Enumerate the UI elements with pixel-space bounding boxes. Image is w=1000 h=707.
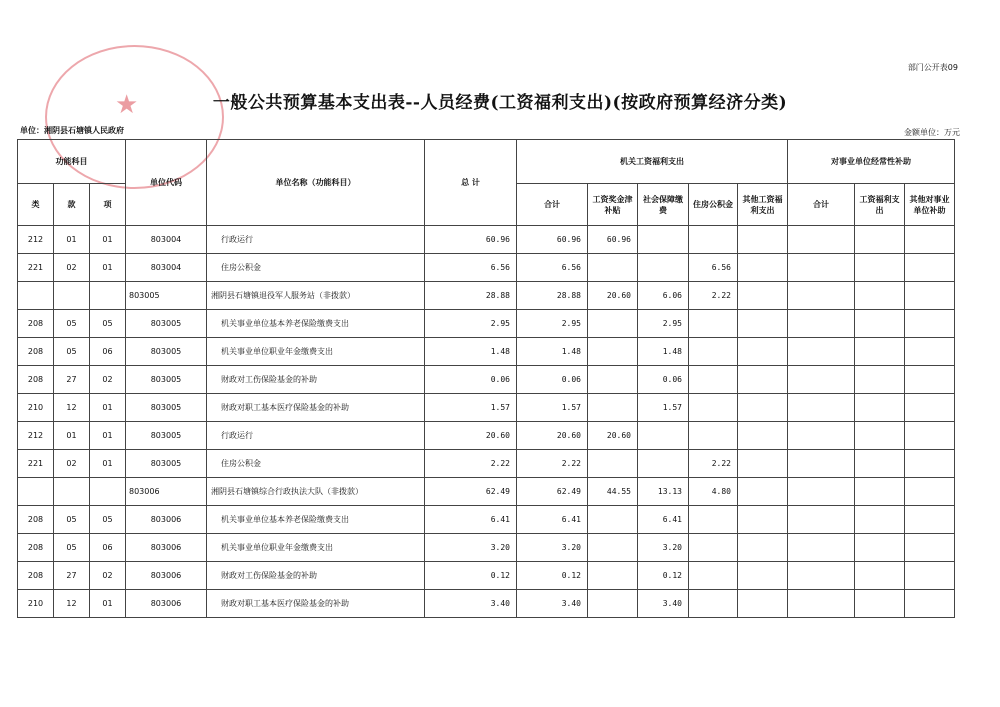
cell-org-housing	[689, 310, 738, 338]
cell-unit-name: 机关事业单位基本养老保险缴费支出	[207, 506, 425, 534]
cell-inst-wage	[855, 534, 905, 562]
header-inst-group: 对事业单位经常性补助	[788, 140, 955, 184]
cell-xiang	[90, 478, 126, 506]
cell-xiang: 02	[90, 562, 126, 590]
header-inst-wage: 工资福利支出	[855, 184, 905, 226]
cell-org-other	[738, 394, 788, 422]
cell-inst-other	[905, 366, 955, 394]
cell-unit-name: 住房公积金	[207, 254, 425, 282]
cell-org-wage: 44.55	[588, 478, 638, 506]
cell-inst-sum	[788, 338, 855, 366]
cell-org-social: 13.13	[638, 478, 689, 506]
cell-total: 3.20	[425, 534, 517, 562]
cell-inst-other	[905, 310, 955, 338]
table-row	[18, 282, 955, 310]
cell-kuan: 02	[54, 450, 90, 478]
cell-inst-other	[905, 394, 955, 422]
cell-unit-code: 803004	[126, 226, 207, 254]
cell-unit-name: 财政对工伤保险基金的补助	[207, 562, 425, 590]
cell-lei: 221	[18, 450, 54, 478]
header-org-other: 其他工资福利支出	[738, 184, 788, 226]
cell-inst-sum	[788, 394, 855, 422]
cell-inst-other	[905, 282, 955, 310]
cell-org-social: 1.57	[638, 394, 689, 422]
cell-org-social: 0.06	[638, 366, 689, 394]
cell-unit-code: 803006	[126, 534, 207, 562]
cell-lei: 221	[18, 254, 54, 282]
header-lei: 类	[18, 184, 54, 226]
cell-inst-sum	[788, 366, 855, 394]
cell-inst-other	[905, 590, 955, 618]
cell-org-wage	[588, 450, 638, 478]
cell-org-social	[638, 450, 689, 478]
cell-unit-code: 803005	[126, 422, 207, 450]
cell-org-other	[738, 450, 788, 478]
cell-xiang: 05	[90, 310, 126, 338]
cell-xiang: 01	[90, 590, 126, 618]
cell-org-sum: 6.56	[517, 254, 588, 282]
cell-total: 62.49	[425, 478, 517, 506]
cell-org-social	[638, 254, 689, 282]
cell-inst-other	[905, 534, 955, 562]
cell-xiang	[90, 282, 126, 310]
cell-inst-sum	[788, 282, 855, 310]
cell-inst-wage	[855, 254, 905, 282]
cell-org-sum: 2.22	[517, 450, 588, 478]
cell-lei: 208	[18, 310, 54, 338]
table-row	[18, 226, 955, 254]
cell-org-other	[738, 534, 788, 562]
cell-inst-sum	[788, 226, 855, 254]
cell-inst-sum	[788, 590, 855, 618]
cell-org-housing	[689, 590, 738, 618]
table-row	[18, 562, 955, 590]
cell-org-other	[738, 226, 788, 254]
cell-org-housing	[689, 338, 738, 366]
cell-total: 6.56	[425, 254, 517, 282]
cell-org-sum: 20.60	[517, 422, 588, 450]
cell-org-housing	[689, 534, 738, 562]
cell-org-social: 3.40	[638, 590, 689, 618]
cell-total: 3.40	[425, 590, 517, 618]
header-org-sum: 合计	[517, 184, 588, 226]
cell-kuan: 05	[54, 338, 90, 366]
cell-org-sum: 6.41	[517, 506, 588, 534]
cell-total: 60.96	[425, 226, 517, 254]
table-row	[18, 254, 955, 282]
table-row	[18, 422, 955, 450]
cell-inst-sum	[788, 450, 855, 478]
cell-xiang: 01	[90, 394, 126, 422]
cell-org-wage	[588, 562, 638, 590]
budget-table	[17, 139, 955, 618]
cell-unit-code: 803006	[126, 478, 207, 506]
cell-unit-name: 湘阴县石塘镇综合行政执法大队（非拨款）	[207, 478, 425, 506]
cell-org-social	[638, 422, 689, 450]
header-xiang: 项	[90, 184, 126, 226]
cell-org-housing	[689, 226, 738, 254]
cell-org-other	[738, 310, 788, 338]
cell-org-wage	[588, 394, 638, 422]
table-row	[18, 506, 955, 534]
cell-org-social: 2.95	[638, 310, 689, 338]
cell-lei: 208	[18, 534, 54, 562]
cell-unit-code: 803005	[126, 394, 207, 422]
cell-inst-wage	[855, 506, 905, 534]
cell-xiang: 01	[90, 450, 126, 478]
cell-kuan: 02	[54, 254, 90, 282]
cell-unit-name: 财政对职工基本医疗保险基金的补助	[207, 590, 425, 618]
cell-org-sum: 0.12	[517, 562, 588, 590]
cell-org-sum: 0.06	[517, 366, 588, 394]
cell-inst-wage	[855, 226, 905, 254]
cell-org-sum: 62.49	[517, 478, 588, 506]
cell-xiang: 06	[90, 534, 126, 562]
cell-org-other	[738, 366, 788, 394]
header-unit-name: 单位名称（功能科目）	[207, 140, 425, 226]
cell-kuan: 27	[54, 562, 90, 590]
table-row	[18, 590, 955, 618]
cell-xiang: 05	[90, 506, 126, 534]
cell-unit-code: 803005	[126, 366, 207, 394]
cell-inst-wage	[855, 394, 905, 422]
cell-lei: 208	[18, 338, 54, 366]
cell-unit-code: 803006	[126, 590, 207, 618]
cell-org-sum: 3.40	[517, 590, 588, 618]
cell-org-other	[738, 478, 788, 506]
cell-unit-code: 803006	[126, 506, 207, 534]
cell-total: 2.22	[425, 450, 517, 478]
cell-lei: 208	[18, 366, 54, 394]
cell-unit-code: 803006	[126, 562, 207, 590]
form-number: 部门公开表09	[907, 63, 958, 72]
cell-org-social: 6.06	[638, 282, 689, 310]
cell-lei: 208	[18, 506, 54, 534]
cell-org-housing: 4.80	[689, 478, 738, 506]
header-func-subject: 功能科目	[18, 140, 126, 184]
cell-org-housing	[689, 422, 738, 450]
table-row	[18, 310, 955, 338]
cell-org-other	[738, 590, 788, 618]
cell-org-wage	[588, 338, 638, 366]
amount-unit-label: 金额单位：万元	[904, 128, 960, 137]
cell-org-other	[738, 254, 788, 282]
cell-org-other	[738, 422, 788, 450]
cell-inst-sum	[788, 422, 855, 450]
cell-inst-other	[905, 254, 955, 282]
cell-lei	[18, 478, 54, 506]
cell-total: 0.06	[425, 366, 517, 394]
cell-inst-other	[905, 506, 955, 534]
cell-kuan: 05	[54, 310, 90, 338]
cell-org-other	[738, 282, 788, 310]
cell-kuan: 12	[54, 394, 90, 422]
cell-org-sum: 1.48	[517, 338, 588, 366]
cell-unit-name: 行政运行	[207, 422, 425, 450]
cell-unit-code: 803005	[126, 450, 207, 478]
cell-org-housing: 2.22	[689, 282, 738, 310]
header-unit-code: 单位代码	[126, 140, 207, 226]
cell-org-social: 3.20	[638, 534, 689, 562]
table-row	[18, 534, 955, 562]
cell-lei	[18, 282, 54, 310]
cell-unit-code: 803005	[126, 282, 207, 310]
cell-inst-sum	[788, 506, 855, 534]
cell-inst-sum	[788, 562, 855, 590]
cell-inst-wage	[855, 422, 905, 450]
cell-inst-wage	[855, 562, 905, 590]
cell-inst-other	[905, 422, 955, 450]
cell-org-wage	[588, 506, 638, 534]
cell-total: 2.95	[425, 310, 517, 338]
cell-xiang: 02	[90, 366, 126, 394]
cell-unit-name: 财政对职工基本医疗保险基金的补助	[207, 394, 425, 422]
cell-xiang: 01	[90, 226, 126, 254]
cell-org-housing	[689, 366, 738, 394]
cell-org-social	[638, 226, 689, 254]
cell-inst-sum	[788, 310, 855, 338]
cell-inst-wage	[855, 282, 905, 310]
header-org-social: 社会保障缴费	[638, 184, 689, 226]
cell-inst-wage	[855, 478, 905, 506]
cell-kuan: 01	[54, 226, 90, 254]
cell-org-sum: 2.95	[517, 310, 588, 338]
cell-total: 1.48	[425, 338, 517, 366]
cell-xiang: 01	[90, 254, 126, 282]
cell-org-sum: 28.88	[517, 282, 588, 310]
cell-org-wage: 60.96	[588, 226, 638, 254]
cell-unit-name: 住房公积金	[207, 450, 425, 478]
cell-org-wage: 20.60	[588, 422, 638, 450]
header-org-wage: 工资奖金津补贴	[588, 184, 638, 226]
header-org-group: 机关工资福利支出	[517, 140, 788, 184]
cell-org-other	[738, 506, 788, 534]
table-body	[18, 226, 955, 618]
cell-unit-code: 803005	[126, 310, 207, 338]
cell-inst-wage	[855, 366, 905, 394]
cell-unit-name: 机关事业单位职业年金缴费支出	[207, 338, 425, 366]
cell-org-wage	[588, 534, 638, 562]
cell-inst-other	[905, 450, 955, 478]
cell-total: 1.57	[425, 394, 517, 422]
cell-unit-code: 803004	[126, 254, 207, 282]
cell-total: 28.88	[425, 282, 517, 310]
table-row	[18, 450, 955, 478]
cell-kuan: 27	[54, 366, 90, 394]
cell-kuan: 05	[54, 534, 90, 562]
cell-org-housing: 2.22	[689, 450, 738, 478]
cell-org-wage: 20.60	[588, 282, 638, 310]
cell-inst-wage	[855, 338, 905, 366]
cell-inst-wage	[855, 310, 905, 338]
cell-unit-name: 财政对工伤保险基金的补助	[207, 366, 425, 394]
table-row	[18, 366, 955, 394]
cell-kuan: 05	[54, 506, 90, 534]
header-kuan: 款	[54, 184, 90, 226]
cell-org-housing	[689, 506, 738, 534]
cell-kuan	[54, 282, 90, 310]
cell-inst-other	[905, 478, 955, 506]
seal-star-icon: ★	[115, 90, 139, 120]
header-inst-sum: 合计	[788, 184, 855, 226]
cell-lei: 210	[18, 394, 54, 422]
cell-unit-name: 机关事业单位基本养老保险缴费支出	[207, 310, 425, 338]
cell-kuan: 12	[54, 590, 90, 618]
cell-lei: 212	[18, 422, 54, 450]
cell-inst-sum	[788, 478, 855, 506]
cell-lei: 210	[18, 590, 54, 618]
cell-unit-name: 湘阴县石塘镇退役军人服务站（非拨款）	[207, 282, 425, 310]
cell-unit-name: 机关事业单位职业年金缴费支出	[207, 534, 425, 562]
cell-inst-other	[905, 338, 955, 366]
cell-lei: 208	[18, 562, 54, 590]
header-total: 总 计	[425, 140, 517, 226]
cell-org-other	[738, 338, 788, 366]
cell-org-social: 1.48	[638, 338, 689, 366]
cell-org-wage	[588, 590, 638, 618]
cell-org-wage	[588, 366, 638, 394]
header-inst-other: 其他对事业单位补助	[905, 184, 955, 226]
cell-unit-code: 803005	[126, 338, 207, 366]
cell-inst-other	[905, 562, 955, 590]
cell-xiang: 06	[90, 338, 126, 366]
cell-org-sum: 3.20	[517, 534, 588, 562]
cell-unit-name: 行政运行	[207, 226, 425, 254]
cell-org-sum: 60.96	[517, 226, 588, 254]
cell-org-wage	[588, 254, 638, 282]
cell-xiang: 01	[90, 422, 126, 450]
cell-total: 20.60	[425, 422, 517, 450]
cell-total: 6.41	[425, 506, 517, 534]
cell-inst-other	[905, 226, 955, 254]
cell-org-social: 0.12	[638, 562, 689, 590]
cell-org-social: 6.41	[638, 506, 689, 534]
header-org-housing: 住房公积金	[689, 184, 738, 226]
cell-org-wage	[588, 310, 638, 338]
table-row	[18, 478, 955, 506]
cell-inst-sum	[788, 254, 855, 282]
table-row	[18, 394, 955, 422]
cell-org-housing	[689, 562, 738, 590]
cell-kuan	[54, 478, 90, 506]
cell-kuan: 01	[54, 422, 90, 450]
cell-org-sum: 1.57	[517, 394, 588, 422]
cell-org-other	[738, 562, 788, 590]
cell-org-housing	[689, 394, 738, 422]
cell-inst-sum	[788, 534, 855, 562]
unit-label: 单位：湘阴县石塘镇人民政府	[20, 126, 124, 135]
cell-lei: 212	[18, 226, 54, 254]
cell-total: 0.12	[425, 562, 517, 590]
cell-org-housing: 6.56	[689, 254, 738, 282]
cell-inst-wage	[855, 450, 905, 478]
table-row	[18, 338, 955, 366]
cell-inst-wage	[855, 590, 905, 618]
page-title: 一般公共预算基本支出表--人员经费(工资福利支出)(按政府预算经济分类)	[212, 93, 788, 113]
